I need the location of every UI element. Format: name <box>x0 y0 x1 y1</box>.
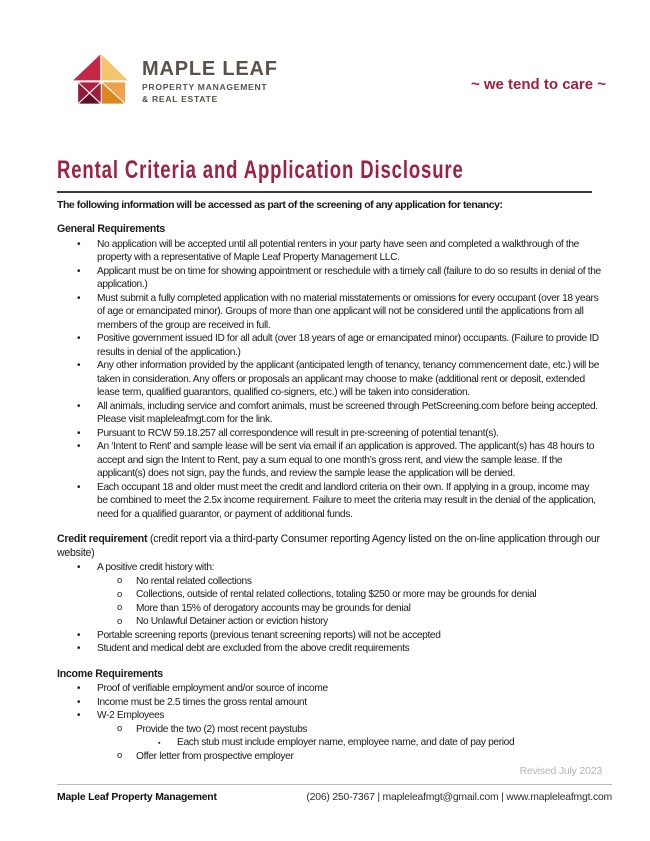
list-item-text: More than 15% of derogatory accounts may be grounds for denial <box>136 602 411 614</box>
list-item-text: Any other information provided by the applicant (anticipated length of tenancy, tenancy commencement date, etc.) will be taken in consideration. Any offers or proposals an applicant may choose to make (additional rent or deposit, extended lease term, qualified guarantors, qualified co-signers, etc.) will be taken into consideration. <box>97 360 600 398</box>
page-title: Rental Criteria and Application Disclosure <box>57 156 464 184</box>
list-item <box>57 440 602 481</box>
house-logo-icon <box>66 50 130 107</box>
list-item-text: Each occupant 18 and older must meet the credit and landlord criteria on their own. If applying in a group, income may be combined to meet the 2.5x income requirement. Failure to meet the criteria may result in the denial of the application, need for a qualified guarantor, or payment of additional funds. <box>97 481 596 520</box>
bullet-marker-icon: o <box>117 588 123 600</box>
list-item <box>57 750 602 764</box>
section-heading <box>57 533 602 560</box>
list-item-text: Collections, outside of rental related collections, totaling $250 or more may be grounds for denial <box>136 589 537 600</box>
bullet-marker-icon: o <box>117 602 123 613</box>
bullet-marker-icon: o <box>117 615 123 627</box>
list-item <box>57 427 602 441</box>
list-item <box>57 615 602 629</box>
bullet-marker-icon: • <box>77 333 81 344</box>
bullet-marker-icon: • <box>77 481 81 493</box>
bullet-marker-icon: • <box>77 265 81 277</box>
logo-subtitle-1: PROPERTY MANAGEMENT <box>142 81 268 92</box>
bullet-marker-icon: • <box>77 292 81 304</box>
list-item <box>57 736 602 750</box>
bullet-marker-icon: • <box>77 710 81 721</box>
bullet-marker-icon: • <box>77 683 81 694</box>
list-item-text: Applicant must be on time for showing appointment or reschedule with a timely call (failure to do so results in denial of the application.) <box>97 265 601 290</box>
list-item-text: A positive credit history with: <box>97 562 215 573</box>
list-item-text: All animals, including service and comfort animals, must be screened through PetScreening.com before being accepted. Please visit mapleleafmgt.com for the link. <box>97 400 598 425</box>
list-item <box>57 265 602 292</box>
list-item-text: Positive government issued ID for all adult (over 18 years of age or emancipated minor) occupants. (Failure to provide ID results in denial of the application.) <box>97 333 599 358</box>
list-item-text: Must submit a fully completed application with no material misstatements or omissions for every occupant (over 18 years of age or emancipated minor). Groups of more than one applicant will not be considered until the applications from all members of the group are received in full. <box>97 292 599 331</box>
logo-text <box>142 59 278 104</box>
list-item <box>57 292 602 333</box>
list-item <box>57 359 602 400</box>
list-item-text: Income must be 2.5 times the gross rental amount <box>97 696 307 708</box>
intro-line: The following information will be accessed as part of the screening of any application for tenancy: <box>57 199 503 211</box>
footer-contact: (206) 250-7367 | mapleleafmgt@gmail.com | www.mapleleafmgt.com <box>306 792 612 803</box>
sections <box>57 223 602 763</box>
list-item <box>57 696 602 710</box>
list-item <box>57 642 602 656</box>
title-divider <box>57 191 592 193</box>
section <box>57 668 602 764</box>
main-content <box>57 199 602 777</box>
list-item-text: Each stub must include employer name, employee name, and date of pay period <box>177 737 515 748</box>
list-item <box>57 588 602 602</box>
logo-company-name: MAPLE LEAF <box>142 58 278 80</box>
bullet-marker-icon: • <box>77 360 81 371</box>
bullet-marker-icon: • <box>77 643 81 654</box>
bullet-marker-icon: ▪ <box>158 739 161 747</box>
bullet-list <box>57 238 602 522</box>
tagline: ~ we tend to care ~ <box>470 76 606 93</box>
list-item-text: Pursuant to RCW 59.18.257 all correspondence will result in pre-screening of potential tenant(s). <box>97 427 499 439</box>
section-heading-bold: Credit requirement <box>57 533 148 545</box>
list-item-text: Provide the two (2) most recent paystubs <box>136 723 308 735</box>
list-item <box>57 481 602 522</box>
bullet-marker-icon: o <box>117 575 123 586</box>
logo-right-roof <box>101 53 129 81</box>
bullet-marker-icon: o <box>117 750 123 761</box>
list-item <box>57 400 602 427</box>
bullet-marker-icon: • <box>77 400 81 412</box>
section-heading <box>57 223 602 237</box>
logo-left-roof <box>72 53 101 81</box>
section-heading-bold: Income Requirements <box>57 667 163 680</box>
section <box>57 223 602 521</box>
list-item <box>57 332 602 359</box>
revised-date: Revised July 2023 <box>519 765 602 777</box>
list-item-text: An ‘Intent to Rent’ and sample lease will be sent via email if an application is approved. The applicant(s) has 48 hours to accept and sign the Intent to Rent, pay a sum equal to one month’s gross rent, and view the sample lease. If the applicant(s) does not sign, pay the funds, and review the sample lease the application will be denied. <box>97 441 595 479</box>
bullet-marker-icon: • <box>77 427 81 439</box>
list-item <box>57 709 602 723</box>
list-item-text: Student and medical debt are excluded from the above credit requirements <box>97 643 410 654</box>
section-heading-normal: (credit report via a third-party Consumer reporting Agency listed on the on-line application through our website) <box>57 533 600 559</box>
bullet-marker-icon: • <box>77 238 81 250</box>
list-item <box>57 602 602 616</box>
list-item <box>57 629 602 643</box>
section-heading-bold: General Requirements <box>57 223 166 235</box>
list-item <box>57 723 602 737</box>
list-item <box>57 575 602 589</box>
header <box>66 50 606 107</box>
section-heading <box>57 668 602 682</box>
bullet-marker-icon: • <box>77 562 81 573</box>
list-item-text: No application will be accepted until all potential renters in your party have seen and completed a walkthrough of the property with a representative of Maple Leaf Property Management LLC. <box>97 238 579 263</box>
bullet-marker-icon: • <box>77 696 81 708</box>
bullet-marker-icon: o <box>117 723 123 734</box>
logo-subtitle-2: & REAL ESTATE <box>142 94 218 104</box>
list-item-text: Offer letter from prospective employer <box>136 750 294 762</box>
bullet-marker-icon: • <box>77 629 81 641</box>
footer <box>57 784 612 803</box>
list-item <box>57 238 602 265</box>
list-item-text: No Unlawful Detainer action or eviction history <box>136 616 328 627</box>
list-item-text: Portable screening reports (previous tenant screening reports) will not be accepted <box>97 629 441 641</box>
footer-company: Maple Leaf Property Management <box>57 792 217 803</box>
bullet-list <box>57 682 602 763</box>
bullet-list <box>57 561 602 656</box>
list-item <box>57 682 602 696</box>
list-item-text: No rental related collections <box>136 575 252 587</box>
list-item <box>57 561 602 575</box>
list-item-text: W-2 Employees <box>97 710 165 721</box>
section <box>57 533 602 656</box>
bullet-marker-icon: • <box>77 441 81 452</box>
list-item-text: Proof of verifiable employment and/or source of income <box>97 683 328 694</box>
